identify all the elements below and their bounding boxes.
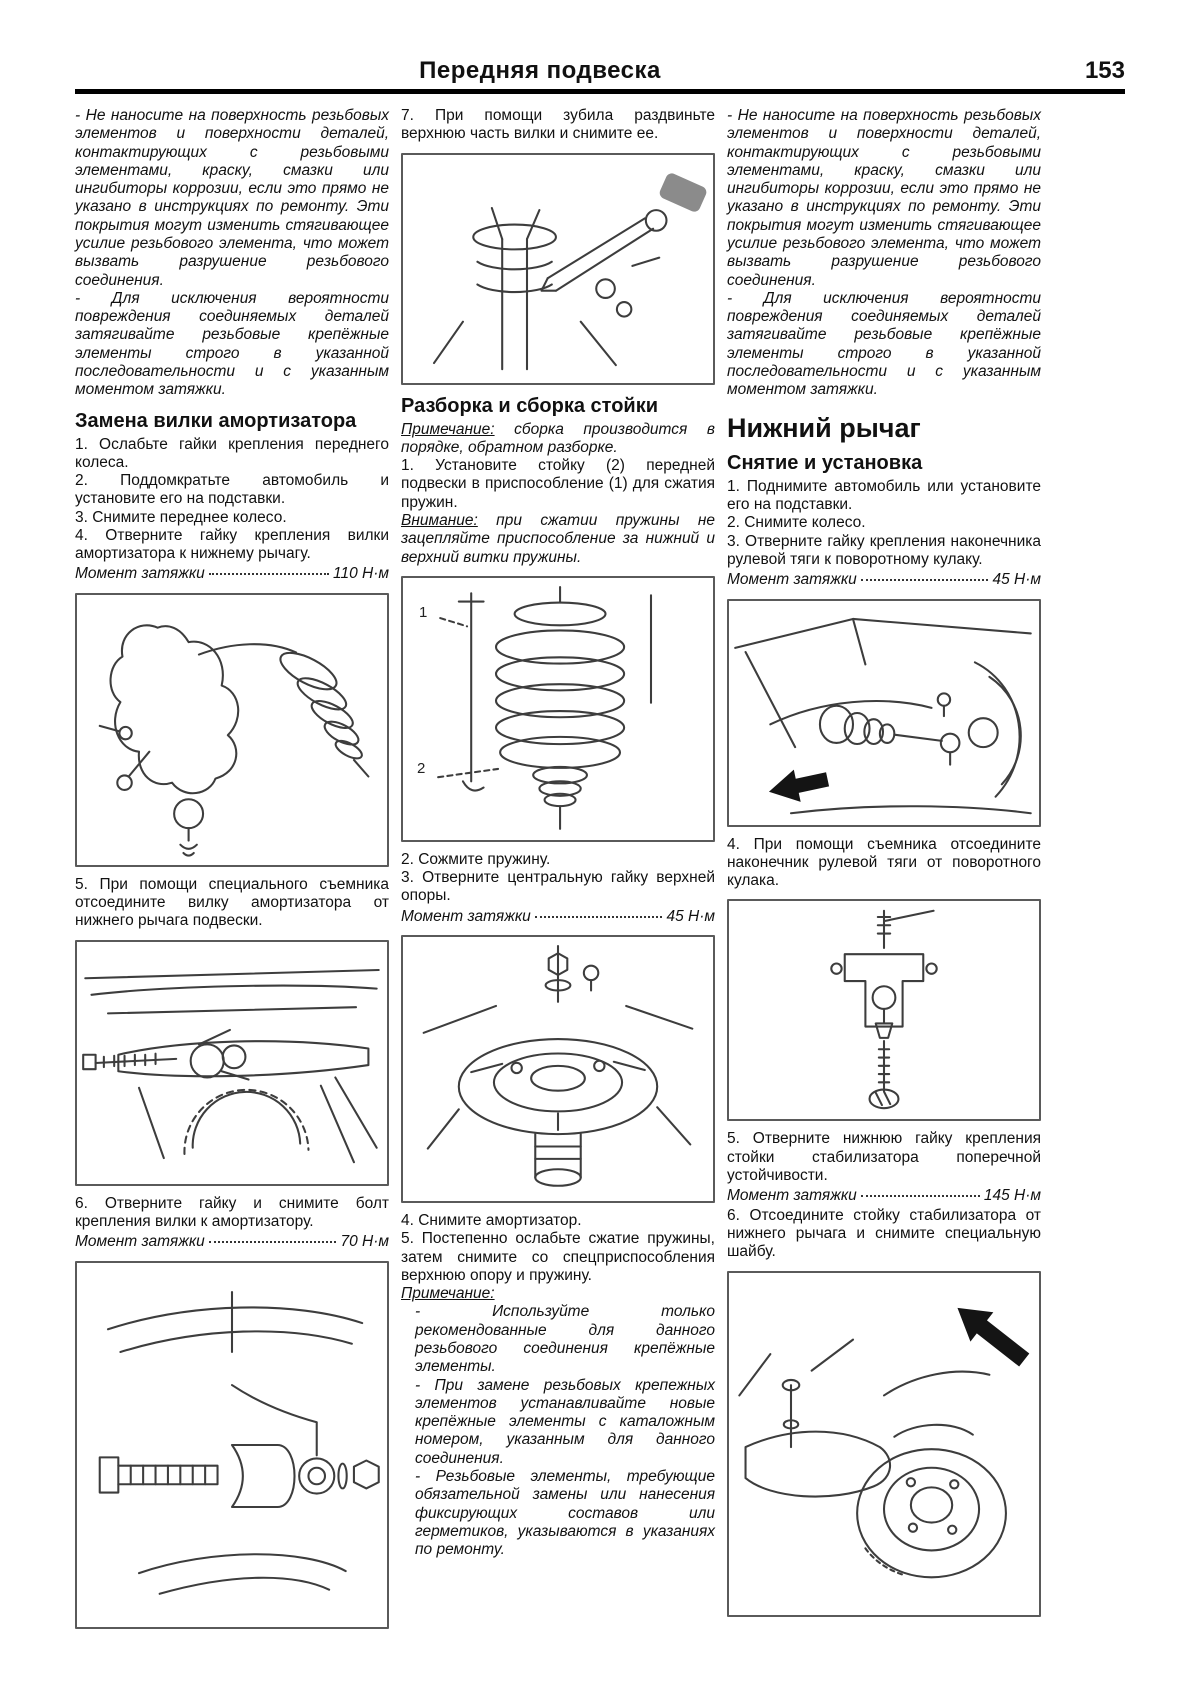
step-text: 4. Отверните гайку крепления вилки амортизатора к нижнему рычагу. [75, 526, 389, 563]
step-text: 1. Установите стойку (2) передней подвески в приспособление (1) для сжатия пружин. [401, 457, 715, 511]
column-middle [401, 107, 715, 1638]
step-text: 3. Снимите переднее колесо. [75, 508, 287, 526]
step-text: 3. Отверните гайку крепления наконечника рулевой тяги к поворотному кулаку. [727, 532, 1041, 568]
dot-leader [209, 573, 329, 575]
note-keyword: Примечание: [401, 1285, 495, 1303]
torque-spec [727, 1186, 1041, 1205]
warning-note: - Не наносите на поверхность резьбовых элементов и поверхности деталей, контактирующих с резьбовыми элементами, краску, смазки или ингибиторы коррозии, если это прямо не указано в инструкциях по ремонту. Эти покрытия могут изменить стягивающее усилие резьбового элемента, что может вызвать разрушение резьбового соединения. [727, 107, 1041, 289]
warning-note: - Для исключения вероятности повреждения соединяемых деталей затягивайте резьбовые крепёжные элементы строго в указанной последовательности и с указанным моментом затяжки. [75, 289, 389, 399]
step-text: 1. Ослабьте гайки крепления переднего колеса. [75, 435, 389, 471]
step-text: 3. Отверните центральную гайку верхней опоры. [401, 869, 715, 905]
torque-spec [401, 907, 715, 926]
figure-shock-fork-knuckle [75, 593, 389, 867]
column-right [727, 107, 1041, 1638]
figure-spring-compressor [401, 576, 715, 842]
step-text: 4. Снимите амортизатор. [401, 1212, 582, 1230]
warning-note: - Для исключения вероятности повреждения соединяемых деталей затягивайте резьбовые крепёжные элементы строго в указанной последовательности и с указанным моментом затяжки. [727, 289, 1041, 399]
step-text: 5. При помощи специального съемника отсоедините вилку амортизатора от нижнего рычага подвески. [75, 875, 389, 930]
content-columns [75, 107, 1041, 1638]
torque-label: Момент затяжки [727, 571, 857, 589]
note-text: Примечание: сборка производится в порядке, обратном разборке. [401, 420, 715, 456]
step-text: 2. Сожмите пружину. [401, 850, 551, 868]
warning-note: - Не наносите на поверхность резьбовых элементов и поверхности деталей, контактирующих с резьбовыми элементами, краску, смазки или ингибиторы коррозии, если это прямо не указано в инструкциях по ремонту. Эти покрытия могут изменить стягивающее усилие резьбового элемента, что может вызвать разрушение резьбового соединения. [75, 107, 389, 289]
dot-leader [861, 579, 989, 581]
note-keyword: Примечание: [401, 420, 495, 438]
torque-label: Момент затяжки [75, 1233, 205, 1251]
page-title: Передняя подвеска [419, 57, 661, 84]
step-text: 4. При помощи съемника отсоедините наконечник рулевой тяги от поворотного кулака. [727, 835, 1041, 890]
page-header [75, 50, 1125, 94]
step-text: 5. Отверните нижнюю гайку крепления стойки стабилизатора поперечной устойчивости. [727, 1130, 1041, 1185]
torque-spec [75, 1232, 389, 1251]
figure-upper-mount [401, 935, 715, 1203]
chapter-heading: Нижний рычаг [727, 412, 921, 443]
figure-tie-rod-underbody [727, 599, 1041, 827]
figure-label: 1 [419, 603, 428, 621]
dot-leader [861, 1195, 980, 1197]
section-heading: Снятие и установка [727, 451, 923, 474]
figure-chisel-fork [401, 153, 715, 385]
dash-note: - При замене резьбовых крепежных элементов устанавливайте новые крепёжные элементы с каталожным номером, указанным для данного соединения. [415, 1376, 715, 1467]
figure-fork-bolt [75, 1261, 389, 1629]
dash-note: - Используйте только рекомендованные для данного резьбового соединения крепёжные элементы. [415, 1303, 715, 1376]
caution-keyword: Внимание: [401, 511, 478, 529]
step-text: 2. Снимите колесо. [727, 514, 866, 532]
torque-label: Момент затяжки [727, 1187, 857, 1205]
step-text: 5. Постепенно ослабьте сжатие пружины, затем снимите со спецприспособления верхнюю опору и пружину. [401, 1230, 715, 1284]
note-heading [401, 1285, 715, 1303]
step-text: 6. Отверните гайку и снимите болт крепления вилки к амортизатору. [75, 1194, 389, 1230]
dot-leader [535, 916, 663, 918]
step-text: 2. Поддомкратьте автомобиль и установите его на подставки. [75, 472, 389, 508]
torque-value: 45 Н·м [666, 907, 715, 925]
torque-value: 145 Н·м [983, 1187, 1041, 1205]
figure-lower-arm-brake-disc [727, 1271, 1041, 1617]
step-text: 6. Отсоедините стойку стабилизатора от нижнего рычага и снимите специальную шайбу. [727, 1206, 1041, 1261]
figure-ball-joint-separator [727, 899, 1041, 1121]
column-left [75, 107, 389, 1638]
step-text: 1. Поднимите автомобиль или установите его на подставки. [727, 477, 1041, 514]
torque-label: Момент затяжки [401, 907, 531, 925]
section-heading: Замена вилки амортизатора [75, 409, 357, 432]
torque-label: Момент затяжки [75, 565, 205, 583]
dash-note: - Резьбовые элементы, требующие обязательной замены или нанесения фиксирующих составов или герметиков, указываются в указаниях по ремонту. [415, 1467, 715, 1559]
torque-value: 110 Н·м [333, 565, 389, 583]
torque-spec [75, 564, 389, 583]
page-number: 153 [1084, 57, 1125, 84]
torque-spec [727, 570, 1041, 589]
section-heading: Разборка и сборка стойки [401, 394, 659, 417]
step-text: 7. При помощи зубила раздвиньте верхнюю часть вилки и снимите ее. [401, 107, 715, 143]
dot-leader [209, 1241, 337, 1243]
caution-text: Внимание: при сжатии пружины не зацепляйте приспособление за нижний и верхний витки пружины. [401, 511, 715, 566]
figure-lower-arm-puller [75, 940, 389, 1186]
torque-value: 45 Н·м [992, 571, 1041, 589]
figure-label: 2 [417, 759, 426, 777]
torque-value: 70 Н·м [340, 1233, 389, 1251]
